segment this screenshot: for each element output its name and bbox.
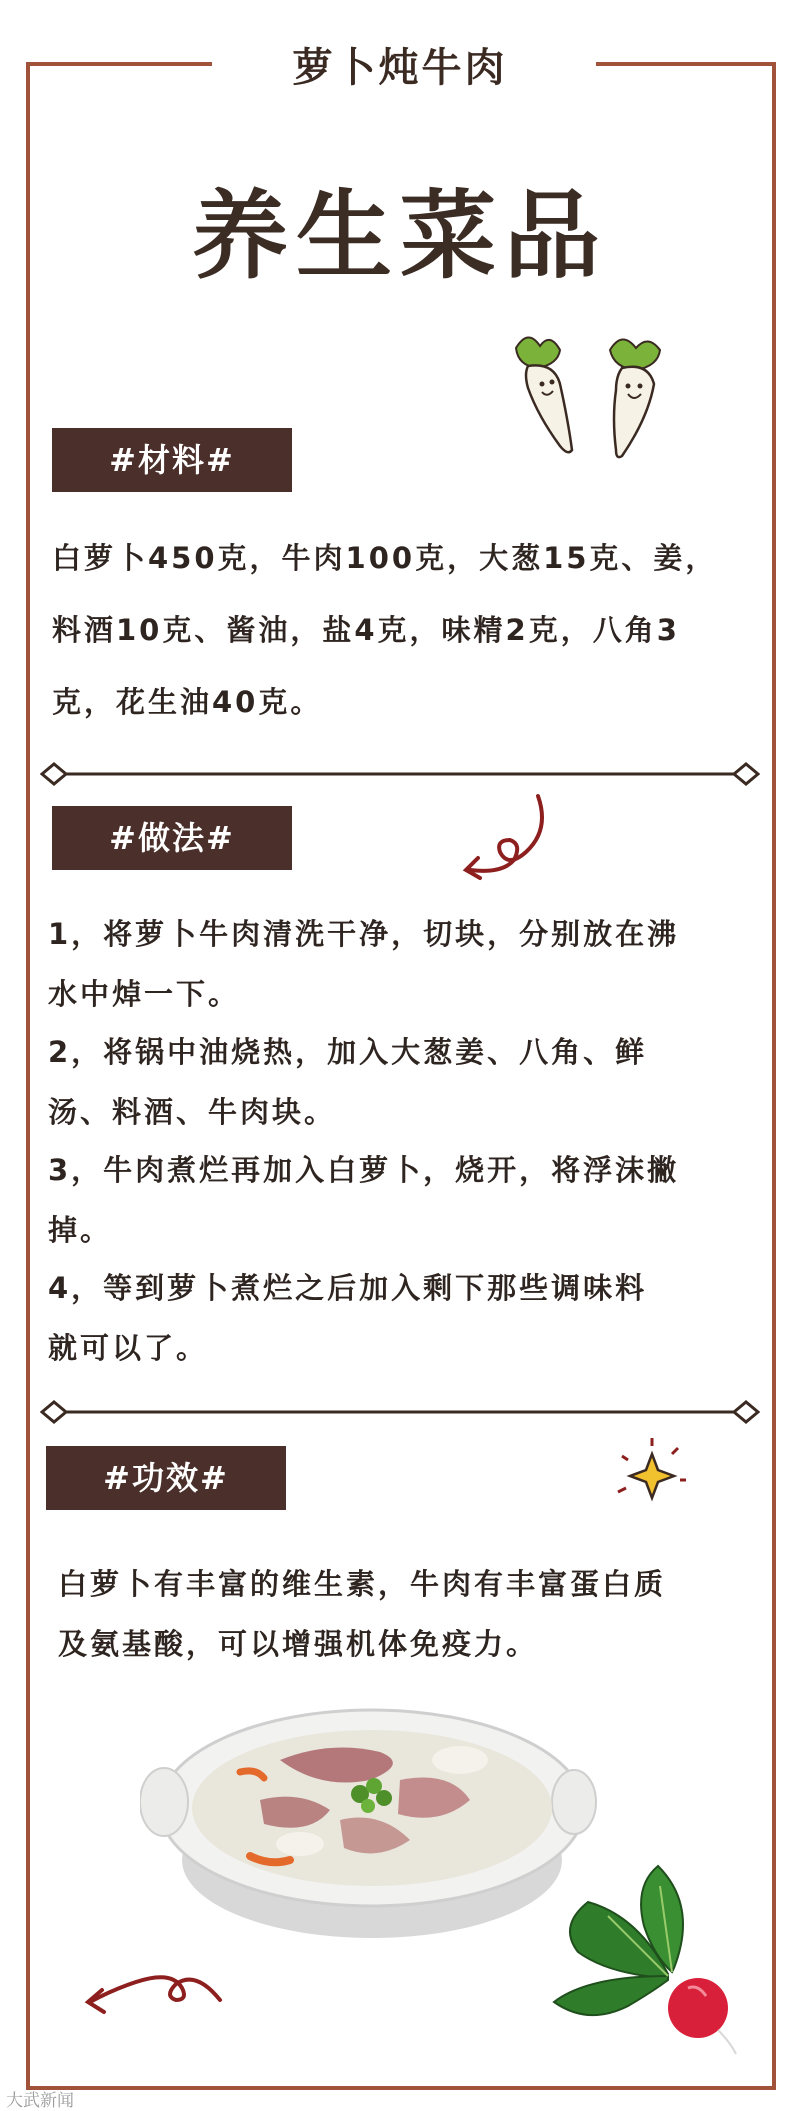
method-line-4: 汤、料酒、牛肉块。 [48, 1095, 337, 1129]
method-line-6: 掉。 [48, 1213, 113, 1247]
curly-arrow-icon [76, 1960, 226, 2030]
method-line-7: 4，等到萝卜煮烂之后加入剩下那些调味料 [48, 1271, 648, 1305]
frame-bottom [26, 2086, 776, 2090]
method-line-2: 水中焯一下。 [48, 977, 241, 1011]
frame-right [772, 62, 776, 2090]
ingredients-badge: #材料# [52, 428, 292, 492]
ingredients-line-1: 白萝卜450克，牛肉100克，大葱15克、姜， [52, 541, 718, 575]
method-badge: #做法# [52, 806, 292, 870]
radish-mascot-icon [498, 328, 688, 468]
method-line-8: 就可以了。 [48, 1331, 209, 1365]
method-line-5: 3，牛肉煮烂再加入白萝卜，烧开，将浮沫撇 [48, 1153, 680, 1187]
radish-icon [548, 1856, 748, 2056]
method-line-3: 2，将锅中油烧热，加入大葱姜、八角、鲜 [48, 1035, 648, 1069]
ingredients-line-3: 克，花生油40克。 [52, 685, 323, 719]
watermark: 大武新闻 [6, 2091, 74, 2111]
sparkle-icon [612, 1436, 692, 1516]
divider-2 [40, 1400, 760, 1424]
frame-left [26, 62, 30, 2090]
method-line-1: 1，将萝卜牛肉清洗干净，切块，分别放在沸 [48, 917, 680, 951]
curly-arrow-icon [452, 790, 562, 890]
divider-1 [40, 762, 760, 786]
benefits-line-2: 及氨基酸，可以增强机体免疫力。 [58, 1627, 539, 1661]
benefits-badge: #功效# [46, 1446, 286, 1510]
page-headline: 养生菜品 [192, 180, 608, 292]
recipe-title: 萝卜炖牛肉 [292, 45, 508, 91]
benefits-line-1: 白萝卜有丰富的维生素，牛肉有丰富蛋白质 [58, 1567, 667, 1601]
soup-bowl-image [140, 1690, 600, 1950]
ingredients-line-2: 料酒10克、酱油，盐4克，味精2克，八角3 [52, 613, 680, 647]
